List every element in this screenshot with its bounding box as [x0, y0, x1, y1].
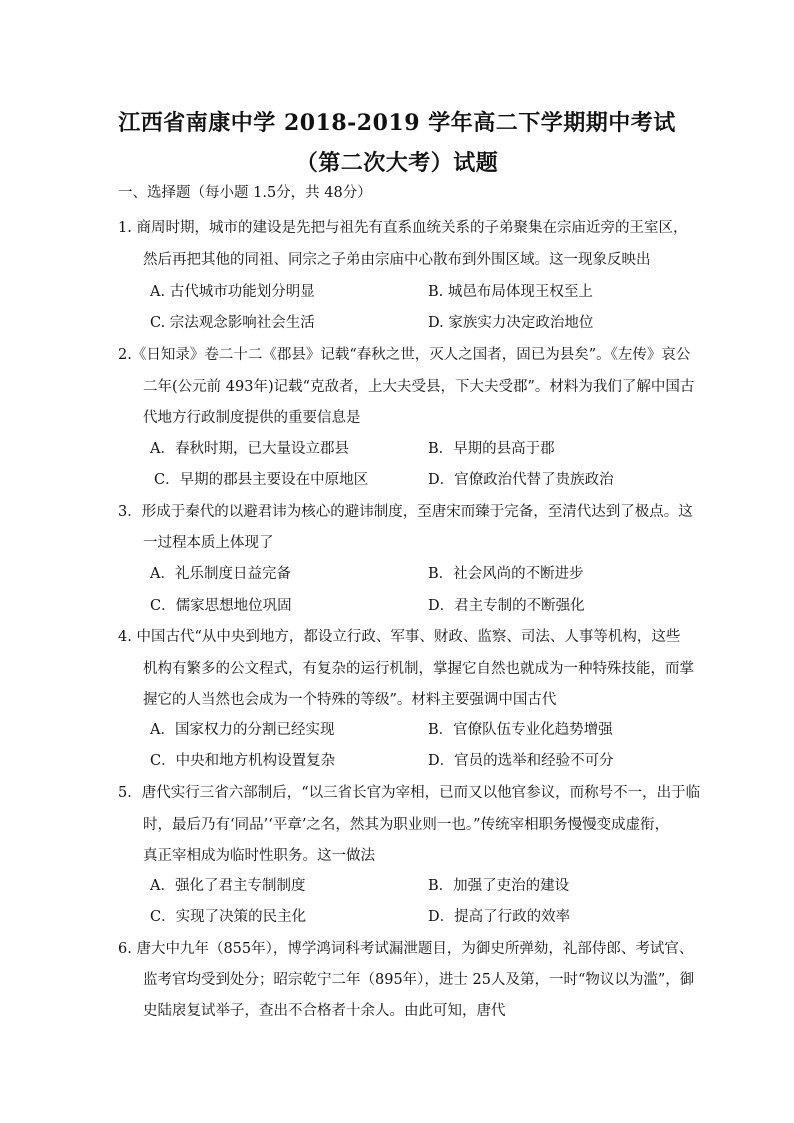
question-4-line-1: 4. 中国古代“从中央到地方，都设立行政、军事、财政、监察、司法、人事等机构，这些 — [118, 629, 681, 645]
question-2-option-a: A．春秋时期，已大量设立郡县 — [150, 441, 349, 457]
question-1-option-c: C. 宗法观念影响社会生活 — [150, 315, 315, 331]
question-4-option-d: D．官员的选举和经验不可分 — [428, 753, 614, 769]
question-3-line-2: 一过程本质上体现了 — [143, 535, 274, 551]
question-6-line-1: 6. 唐大中九年（855年），博学鸿词科考试漏泄题目，为御史所弹劾，礼部侍郎、考试官、 — [118, 941, 694, 957]
question-2-option-b: B．早期的县高于郡 — [428, 441, 555, 457]
question-1-option-a: A. 古代城市功能划分明显 — [150, 284, 315, 300]
question-4-option-b: B．官僚队伍专业化趋势增强 — [428, 722, 613, 738]
question-1-line-2: 然后再把其他的同祖、同宗之子弟由宗庙中心散布到外围区域。这一现象反映出 — [143, 252, 651, 268]
question-6-line-2: 监考官均受到处分；昭宗乾宁二年（895年），进士 25人及第，一时“物议以为滥”，御 — [143, 972, 695, 988]
question-6-line-3: 史陆扆复试举子，查出不合格者十余人。由此可知，唐代 — [143, 1003, 506, 1019]
question-3-line-1: 3．形成于秦代的以避君讳为核心的避讳制度，至唐宋而臻于完备，至清代达到了极点。这 — [118, 504, 693, 520]
exam-subtitle: （第二次大考）试题 — [295, 150, 499, 176]
question-4-option-c: C．中央和地方机构设置复杂 — [150, 753, 336, 769]
question-2-option-d: D．官僚政治代替了贵族政治 — [428, 472, 614, 488]
question-3-option-a: A．礼乐制度日益完备 — [150, 566, 291, 582]
question-1-option-d: D. 家族实力决定政治地位 — [428, 315, 594, 331]
question-2-line-1: 2.《日知录》卷二十二《郡县》记载“春秋之世，灭人之国者，固已为县矣”。《左传》哀公 — [118, 347, 691, 363]
question-2-line-2: 二年(公元前 493年)记载“克敌者，上大夫受县，下大夫受郡”。材料为我们了解中国古 — [143, 379, 695, 395]
question-5-line-1: 5．唐代实行三省六部制后，“以三省长官为宰相，已而又以他官参议，而称号不一，出于临 — [118, 785, 701, 801]
question-5-option-b: B．加强了吏治的建设 — [428, 878, 570, 894]
question-5-line-3: 真正宰相成为临时性职务。这一做法 — [143, 848, 375, 864]
question-3-option-c: C．儒家思想地位巩固 — [150, 598, 292, 614]
question-3-option-b: B．社会风尚的不断进步 — [428, 566, 584, 582]
question-4-line-3: 握它的人当然也会成为一个特殊的等级”。材料主要强调中国古代 — [143, 692, 557, 708]
question-4-line-2: 机构有繁多的公文程式，有复杂的运行机制，掌握它自然也就成为一种特殊技能，而掌 — [143, 661, 694, 677]
question-1-line-1: 1. 商周时期，城市的建设是先把与祖先有直系血统关系的子弟聚集在宗庙近旁的王室区， — [118, 220, 688, 236]
question-5-option-c: C．实现了决策的民主化 — [150, 909, 307, 925]
question-1-option-b: B. 城邑布局体现王权至上 — [428, 284, 593, 300]
section-heading: 一、选择题（每小题 1.5分，共 48分） — [118, 185, 372, 201]
question-2-line-3: 代地方行政制度提供的重要信息是 — [143, 410, 361, 426]
question-4-option-a: A．国家权力的分割已经实现 — [150, 722, 335, 738]
question-5-line-2: 时，最后乃有‘同品’‘平章’之名，然其为职业则一也。”传统宰相职务慢慢变成虚衔， — [143, 817, 670, 833]
question-3-option-d: D．君主专制的不断强化 — [428, 598, 585, 614]
exam-title: 江西省南康中学 2018-2019 学年高二下学期期中考试 — [118, 110, 676, 136]
question-5-option-a: A．强化了君主专制制度 — [150, 878, 306, 894]
question-5-option-d: D．提高了行政的效率 — [428, 909, 571, 925]
question-2-option-c: C．早期的郡县主要设在中原地区 — [154, 472, 369, 488]
